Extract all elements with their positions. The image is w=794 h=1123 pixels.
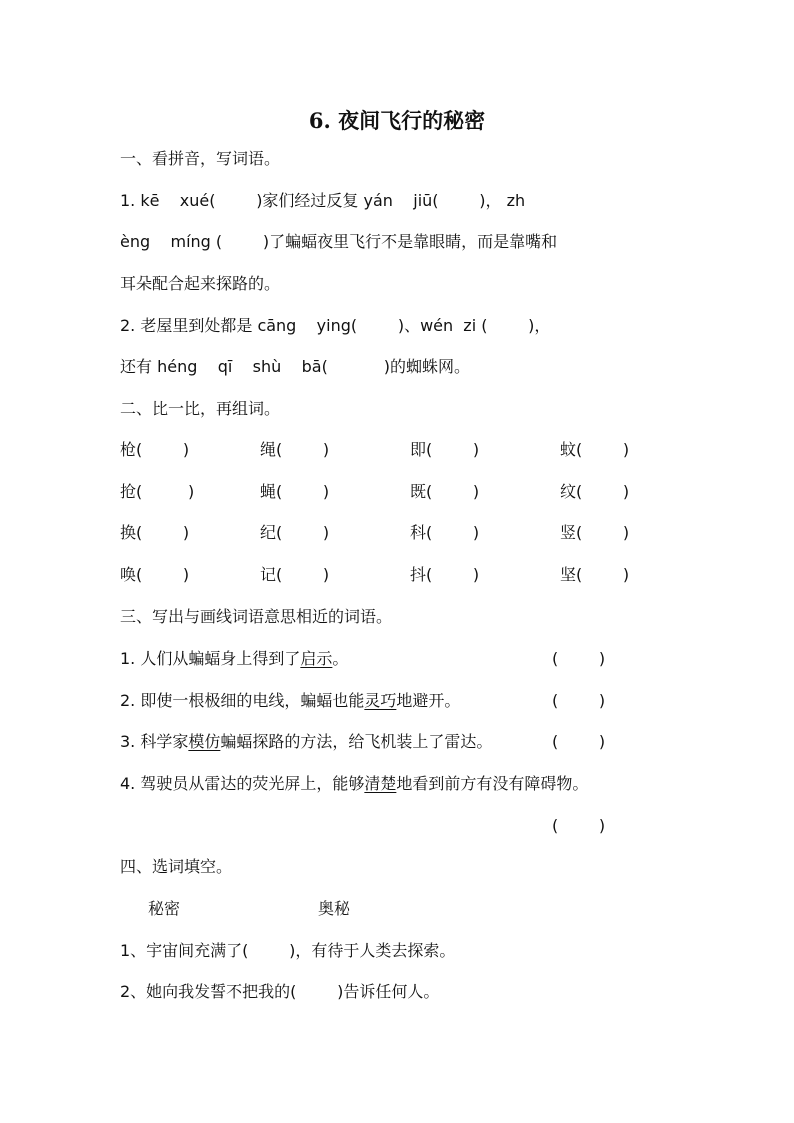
word-choice: 秘密 xyxy=(148,899,181,918)
grid-cell: 换( ) xyxy=(120,523,190,542)
grid-cell: 纹( ) xyxy=(560,482,630,501)
grid-cell: 唤( ) xyxy=(120,565,190,584)
grid-cell: 记( ) xyxy=(260,565,330,584)
underlined-word: 清楚 xyxy=(364,774,397,793)
section1-line4: 2. 老屋里到处都是 cāng ying( )、wén zi ( )， xyxy=(120,316,551,335)
grid-cell: 抢( ) xyxy=(120,482,195,501)
item-text: 地避开。 xyxy=(396,691,461,710)
answer-paren: ( ) xyxy=(552,691,606,710)
grid-cell: 蚊( ) xyxy=(560,440,630,459)
fill-item-1: 1、宇宙间充满了( )，有待于人类去探索。 xyxy=(120,941,456,960)
answer-paren: ( ) xyxy=(552,816,606,835)
fill-item-2: 2、她向我发誓不把我的( )告诉任何人。 xyxy=(120,982,440,1001)
page-title: 6. 夜间飞行的秘密 xyxy=(308,108,486,133)
item-text: 2. 即使一根极细的电线，蝙蝠也能 xyxy=(120,691,365,710)
synonym-item-1 xyxy=(120,648,348,670)
item-text: 3. 科学家 xyxy=(120,732,189,751)
underlined-word: 启示 xyxy=(300,649,333,668)
section1-line3: 耳朵配合起来探路的。 xyxy=(120,274,281,293)
underlined-word: 灵巧 xyxy=(364,691,397,710)
grid-cell: 枪( ) xyxy=(120,440,190,459)
section3-heading: 三、写出与画线词语意思相近的词语。 xyxy=(120,607,393,626)
grid-cell: 抖( ) xyxy=(410,565,480,584)
grid-cell: 即( ) xyxy=(410,440,480,459)
section1-line1: 1. kē xué( )家们经过反复 yán jiū( )， zh xyxy=(120,191,526,210)
grid-cell: 蝇( ) xyxy=(260,482,330,501)
underlined-word: 模仿 xyxy=(188,732,221,751)
item-text: 地看到前方有没有障碍物。 xyxy=(396,774,589,793)
item-text: 。 xyxy=(332,649,349,668)
grid-cell: 纪( ) xyxy=(260,523,330,542)
grid-cell: 坚( ) xyxy=(560,565,630,584)
item-text: 蝙蝠探路的方法，给飞机装上了雷达。 xyxy=(220,732,493,751)
item-text: 1. 人们从蝙蝠身上得到了 xyxy=(120,649,301,668)
answer-paren: ( ) xyxy=(552,732,606,751)
grid-cell: 科( ) xyxy=(410,523,480,542)
grid-cell: 绳( ) xyxy=(260,440,330,459)
section1-line2: èng míng ( )了蝙蝠夜里飞行不是靠眼睛，而是靠嘴和 xyxy=(120,232,558,251)
section1-heading: 一、看拼音，写词语。 xyxy=(120,149,281,168)
item-text: 4. 驾驶员从雷达的荧光屏上，能够 xyxy=(120,774,365,793)
section1-line5: 还有 héng qī shù bā( )的蜘蛛网。 xyxy=(120,357,471,376)
synonym-item-3 xyxy=(120,731,492,753)
synonym-item-2 xyxy=(120,690,460,712)
answer-paren: ( ) xyxy=(552,649,606,668)
section4-heading: 四、选词填空。 xyxy=(120,857,233,876)
synonym-item-4 xyxy=(120,773,588,795)
section2-heading: 二、比一比，再组词。 xyxy=(120,399,281,418)
grid-cell: 既( ) xyxy=(410,482,480,501)
word-choice: 奥秘 xyxy=(318,899,351,918)
grid-cell: 竖( ) xyxy=(560,523,630,542)
